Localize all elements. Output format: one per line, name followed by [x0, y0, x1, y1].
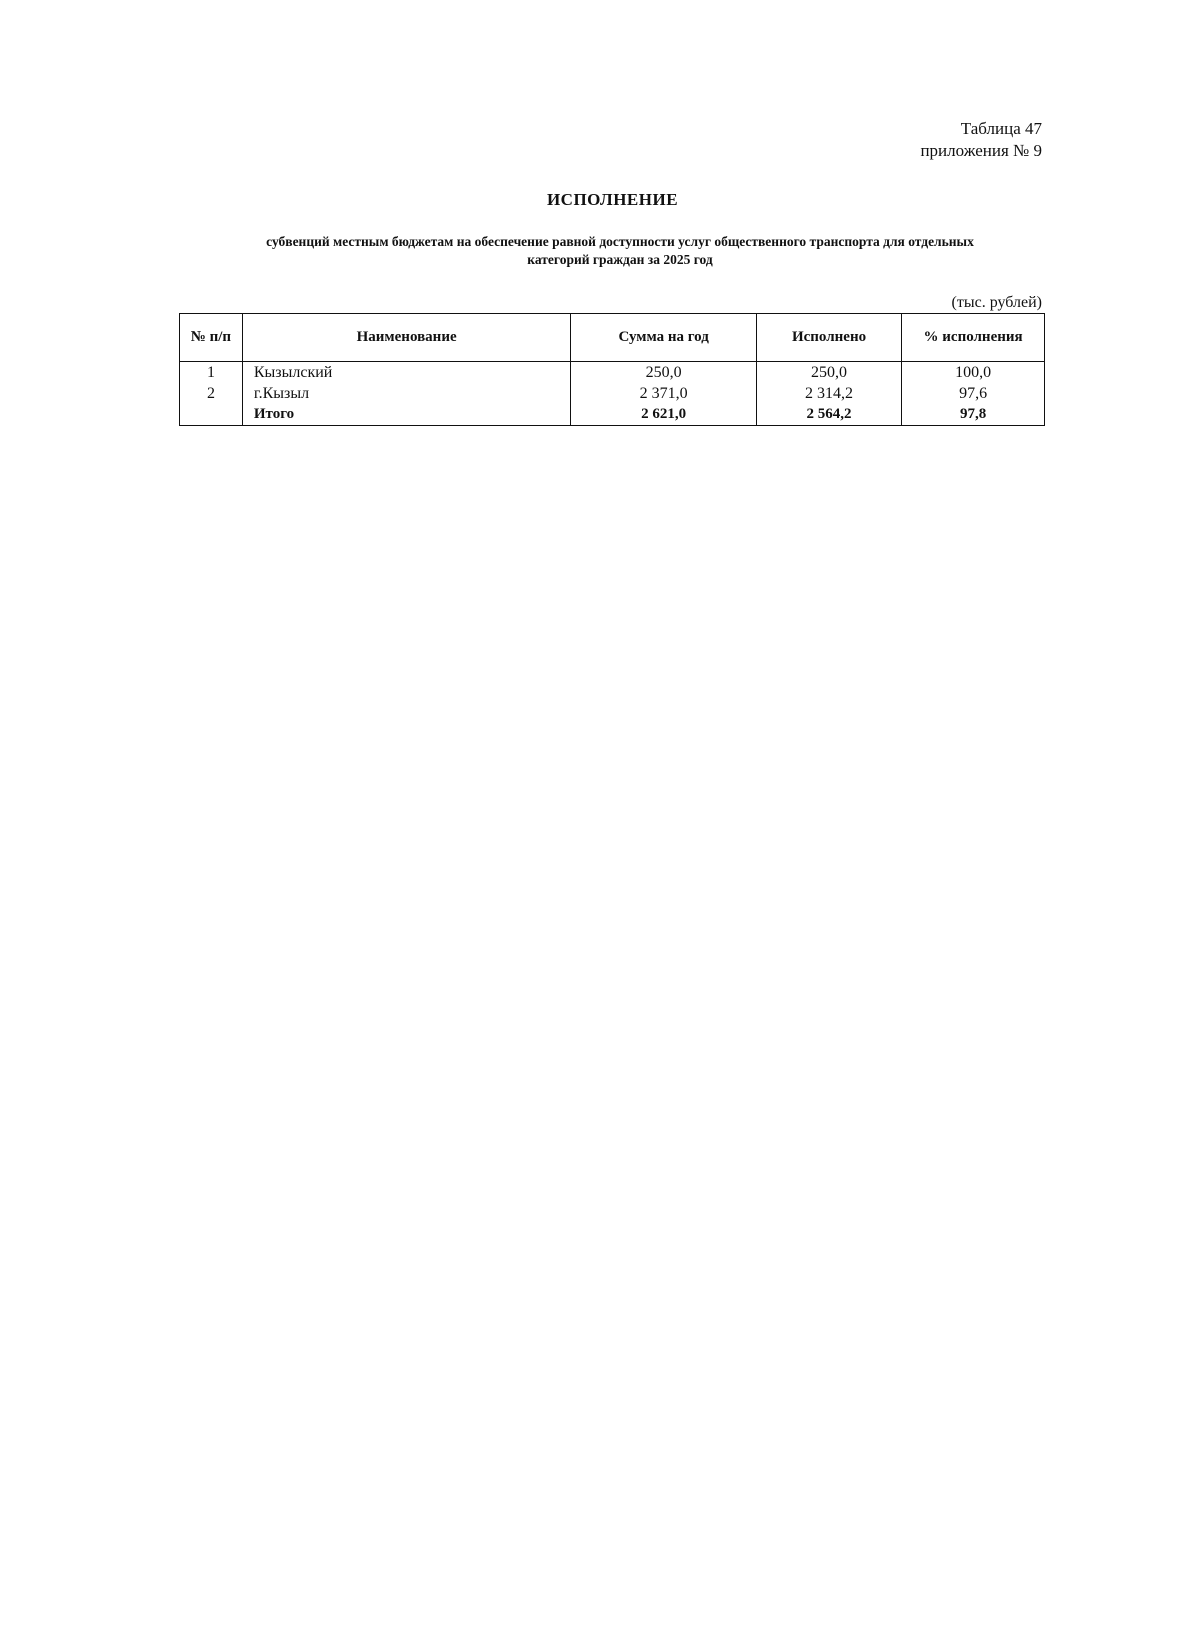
- execution-table: [179, 313, 1045, 426]
- header-executed: Исполнено: [756, 314, 901, 362]
- subtitle-line-1: субвенций местным бюджетам на обеспечение равной доступности услуг общественного транспорта для отдельных: [266, 234, 974, 249]
- row-executed: 2 314,2: [756, 383, 901, 404]
- table-row: [180, 383, 1045, 404]
- total-execution-percent: 97,8: [902, 404, 1045, 426]
- document-subtitle: [180, 233, 1060, 269]
- header-execution-percent: % исполнения: [902, 314, 1045, 362]
- subtitle-line-2: категорий граждан за 2025 год: [527, 252, 713, 267]
- total-annual-sum: 2 621,0: [571, 404, 757, 426]
- total-executed: 2 564,2: [756, 404, 901, 426]
- header-name: Наименование: [242, 314, 571, 362]
- row-execution-percent: 100,0: [902, 362, 1045, 384]
- row-annual-sum: 250,0: [571, 362, 757, 384]
- document-title: ИСПОЛНЕНИЕ: [546, 190, 679, 209]
- table-reference: [920, 118, 1042, 162]
- header-annual-sum: Сумма на год: [571, 314, 757, 362]
- row-executed: 250,0: [756, 362, 901, 384]
- total-row: [180, 404, 1045, 426]
- row-execution-percent: 97,6: [902, 383, 1045, 404]
- table-header-row: [180, 314, 1045, 362]
- total-label: Итого: [242, 404, 571, 426]
- units-label: (тыс. рублей): [951, 294, 1042, 311]
- row-name: г.Кызыл: [242, 383, 571, 404]
- appendix-label: приложения № 9: [920, 141, 1042, 160]
- row-number: 2: [180, 383, 243, 404]
- row-number: 1: [180, 362, 243, 384]
- header-number: № п/п: [180, 314, 243, 362]
- row-name: Кызылский: [242, 362, 571, 384]
- table-number-label: Таблица 47: [960, 119, 1042, 138]
- row-annual-sum: 2 371,0: [571, 383, 757, 404]
- total-number: [180, 404, 243, 426]
- table-row: [180, 362, 1045, 384]
